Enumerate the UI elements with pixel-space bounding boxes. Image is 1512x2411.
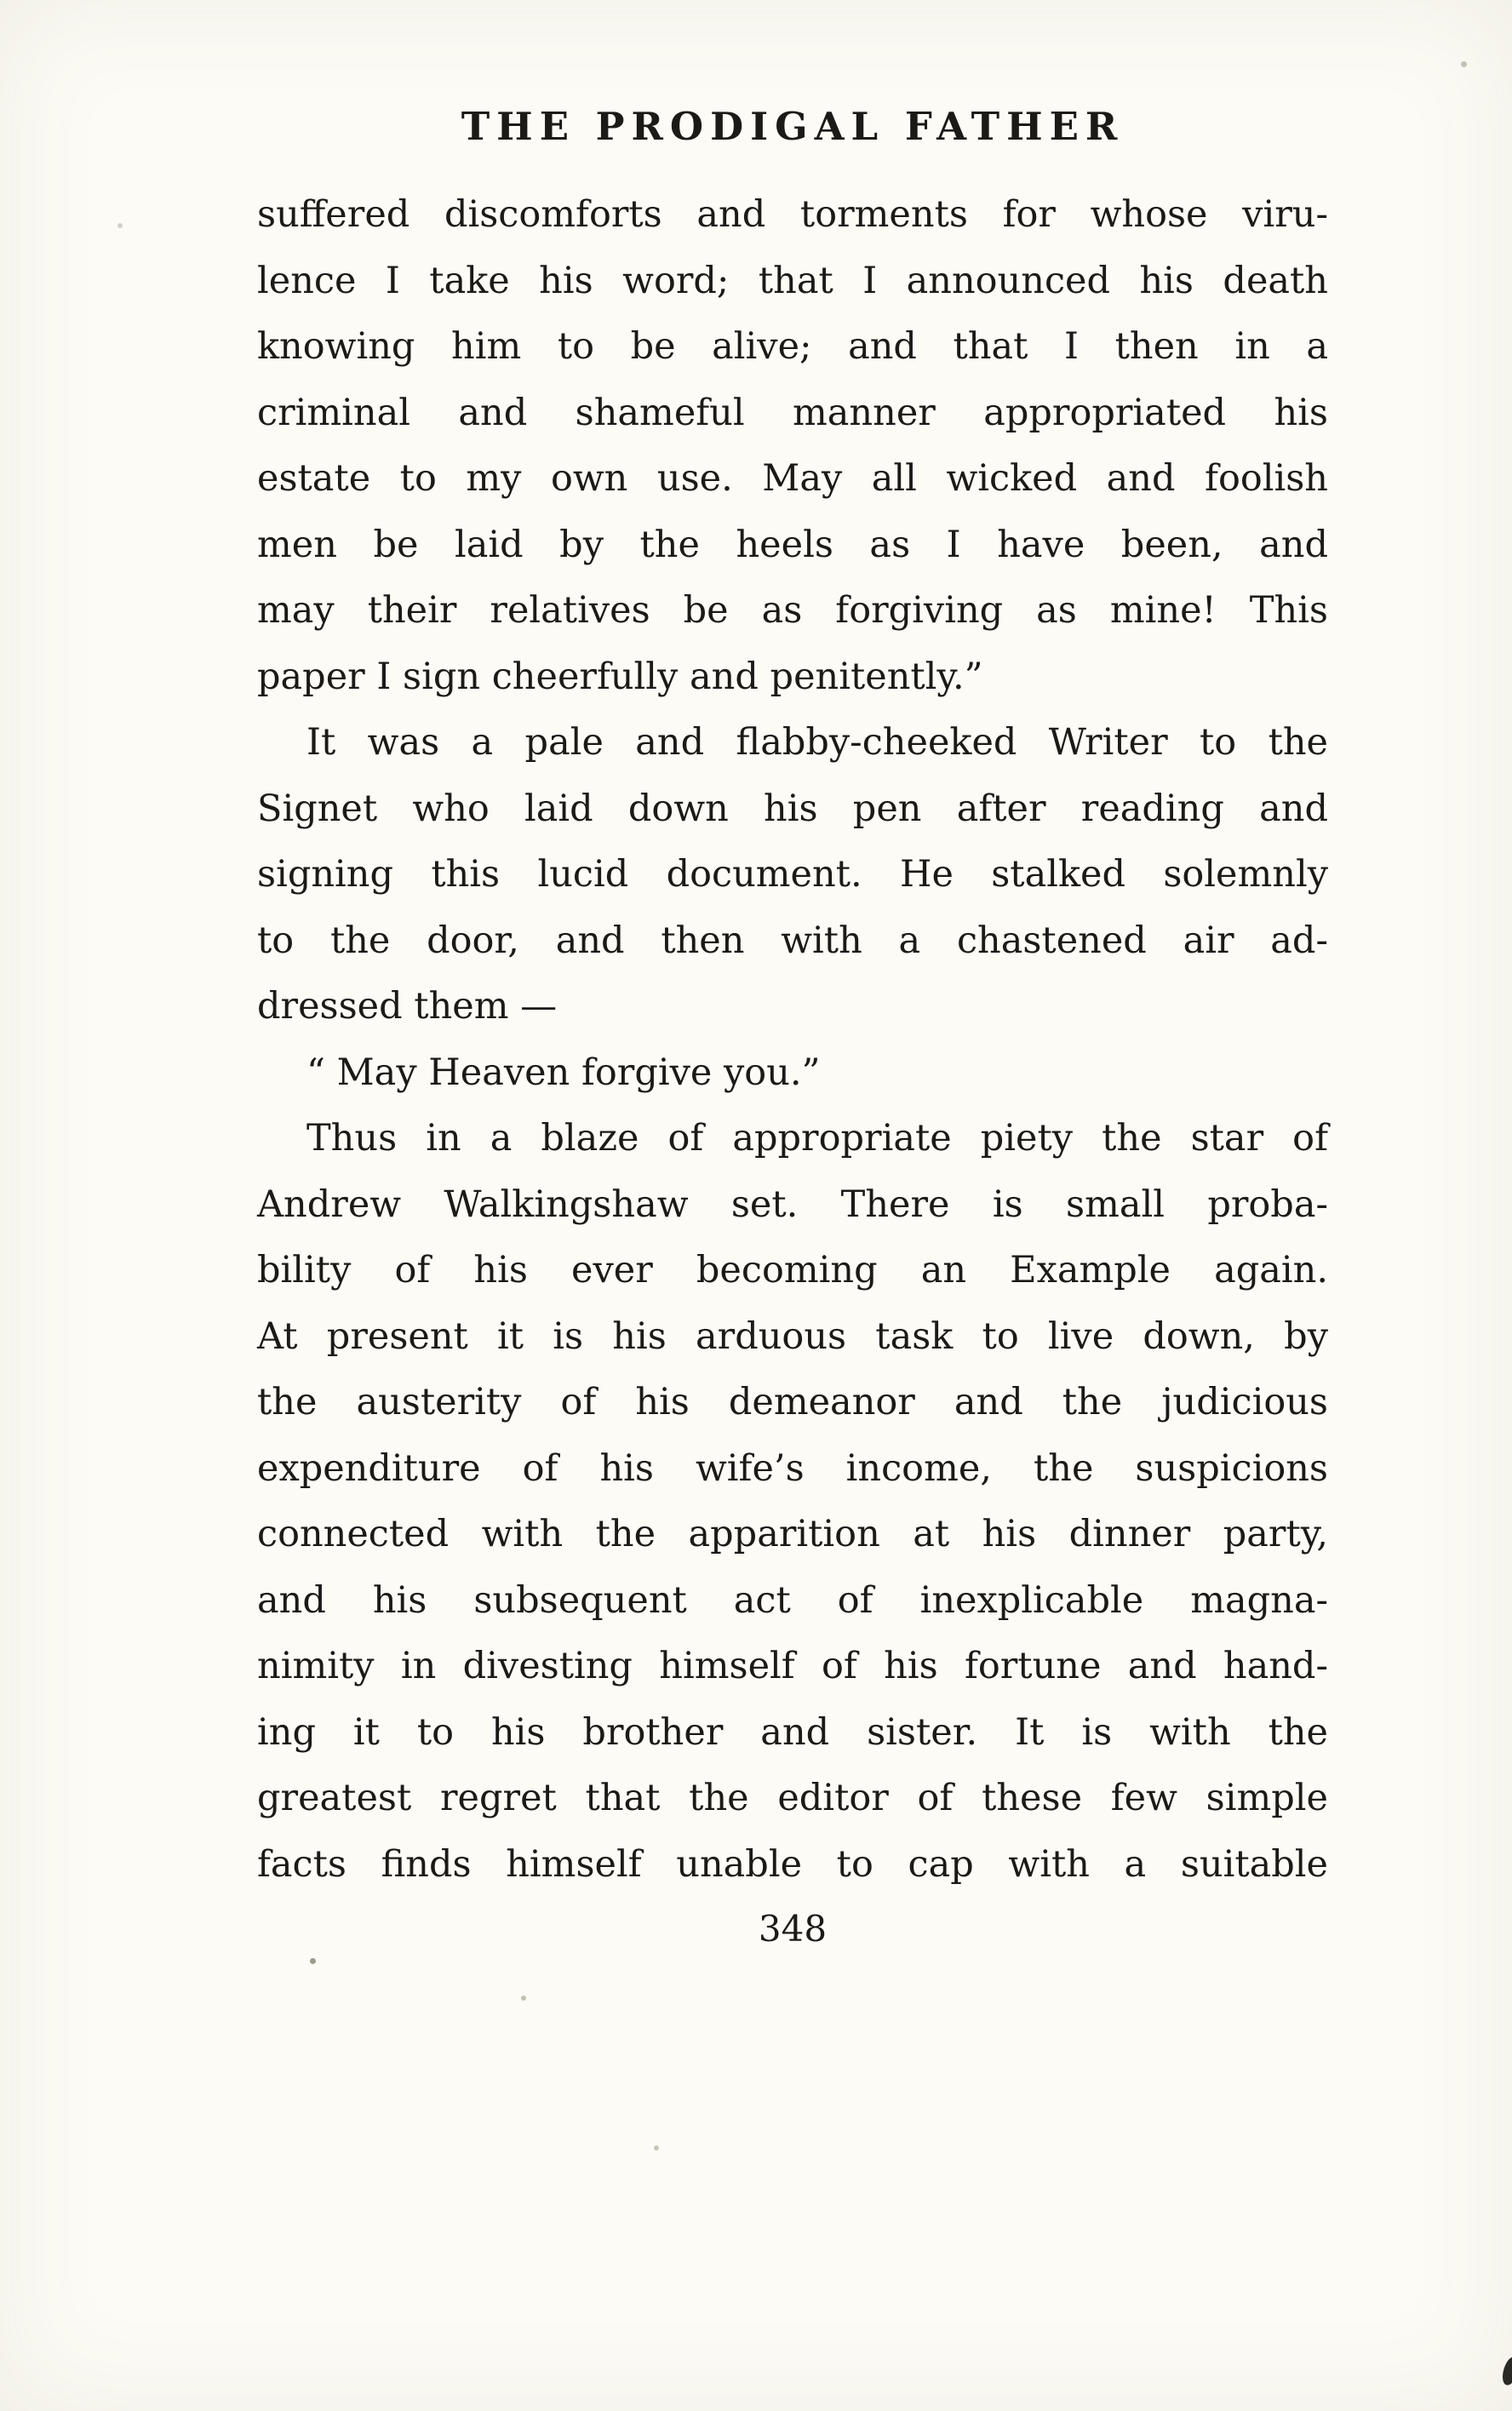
scan-speck [117,223,123,228]
text-line: Signet who laid down his pen after reading and [257,787,1328,830]
text-block [257,182,1328,1898]
text-line: bility of his ever becoming an Example again. [257,1249,1328,1291]
text-line: estate to my own use. May all wicked and foolish [257,457,1328,500]
text-line: connected with the apparition at his dinner party, [257,1513,1328,1555]
text-line: ing it to his brother and sister. It is with the [257,1710,1328,1754]
text-line: It was a pale and flabby-cheeked Writer to the [306,721,1328,764]
text-line: may their relatives be as forgiving as mine! This [257,589,1328,632]
text-line: “ May Heaven forgive you.” [306,1051,821,1094]
text-line: signing this lucid document. He stalked solemnly [257,853,1328,896]
scan-speck [654,2145,659,2150]
scan-speck [310,1958,316,1964]
text-line: paper I sign cheerfully and penitently.” [257,655,983,698]
text-line: dressed them — [257,985,558,1028]
text-line: Andrew Walkingshaw set. There is small proba- [257,1183,1328,1226]
text-line: and his subsequent act of inexplicable magna- [257,1578,1328,1622]
scan-speck [1461,61,1467,67]
text-line: knowing him to be alive; and that I then in a [257,325,1328,368]
text-line: greatest regret that the editor of these few simple [257,1777,1328,1819]
text-line: men be laid by the heels as I have been, and [257,523,1328,566]
text-line: At present it is his arduous task to live down, by [257,1314,1328,1358]
text-line: suffered discomforts and torments for whose viru- [257,193,1328,236]
text-line: expenditure of his wife’s income, the suspicions [257,1446,1328,1490]
text-line: Thus in a blaze of appropriate piety the star of [306,1117,1328,1160]
page-number: 348 [758,1908,828,1950]
text-line: lence I take his word; that I announced his death [257,259,1328,302]
running-header: THE PRODIGAL FATHER [461,104,1125,149]
scan-speck [521,1996,526,2001]
text-line: criminal and shameful manner appropriated his [257,391,1328,434]
text-line: facts finds himself unable to cap with a suitable [257,1842,1328,1886]
text-line: to the door, and then with a chastened air ad- [257,919,1328,962]
text-line: nimity in divesting himself of his fortune and hand- [257,1645,1328,1687]
ink-smudge [1501,2356,1512,2387]
text-line: the austerity of his demeanor and the judicious [257,1381,1328,1423]
